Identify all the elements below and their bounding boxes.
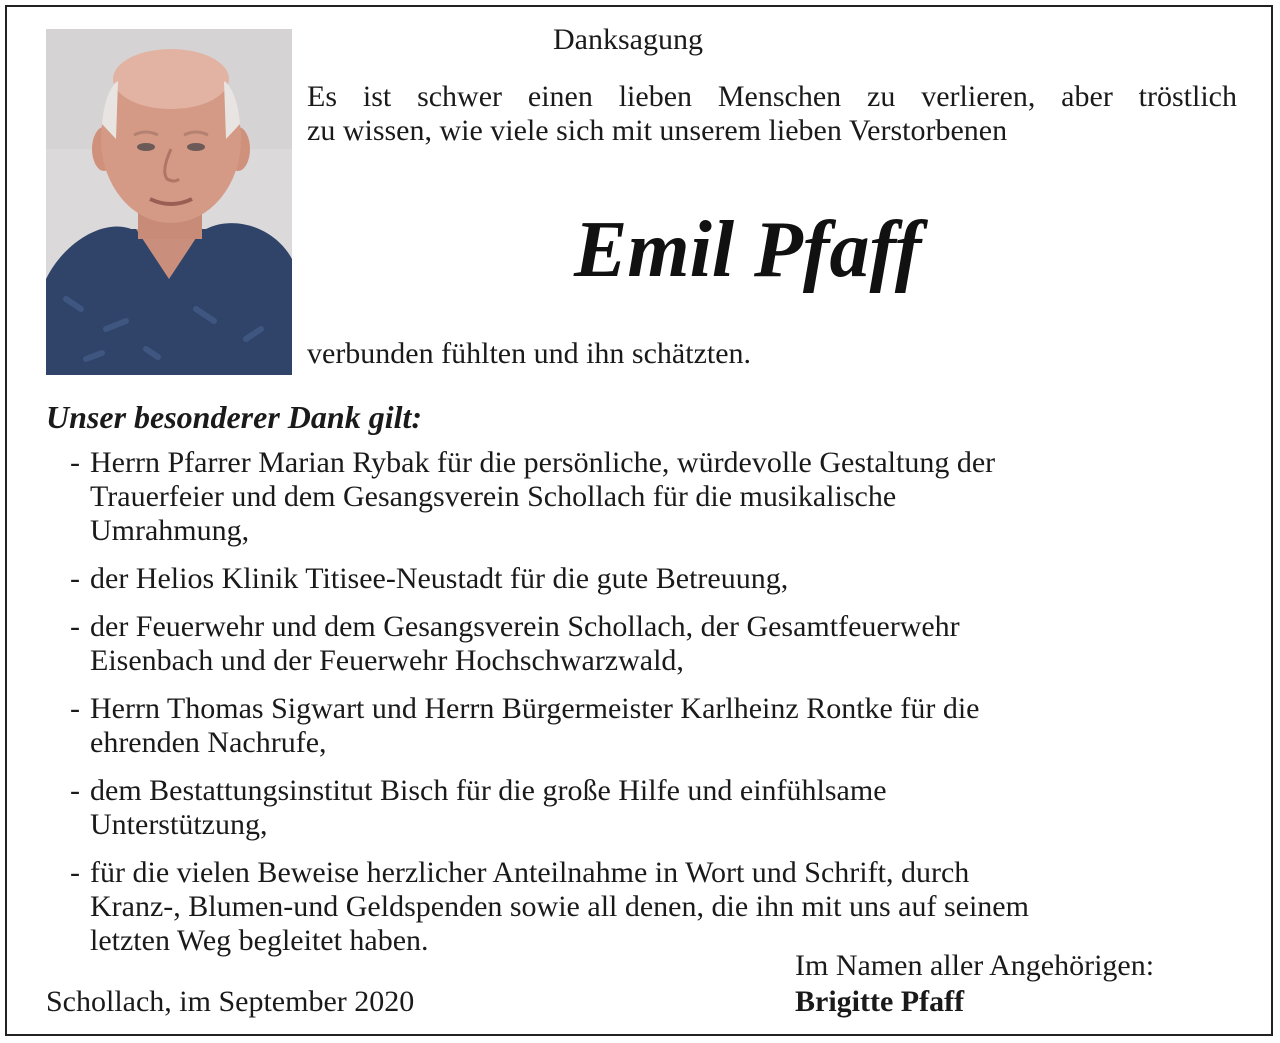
thanks-line: Unterstützung,: [90, 808, 268, 841]
thanks-item: [70, 562, 1210, 596]
list-dash: -: [70, 856, 80, 889]
portrait-photo: [46, 29, 292, 375]
thanks-title: Unser besonderer Dank gilt:: [46, 399, 423, 435]
thanks-line: der Feuerwehr und dem Gesangsverein Schollach, der Gesamtfeuerwehr: [90, 610, 960, 643]
thanks-item: [70, 610, 1210, 678]
deceased-name: Emil Pfaff: [574, 206, 922, 294]
list-dash: -: [70, 446, 80, 479]
list-dash: -: [70, 562, 80, 595]
thanks-line: dem Bestattungsinstitut Bisch für die große Hilfe und einfühlsame: [90, 774, 887, 807]
thanks-line: Trauerfeier und dem Gesangsverein Schollach für die musikalische: [90, 480, 897, 513]
family-label: Im Namen aller Angehörigen:: [795, 949, 1155, 982]
thanks-line: für die vielen Beweise herzlicher Anteilnahme in Wort und Schrift, durch: [90, 856, 970, 889]
thanks-item: [70, 774, 1210, 842]
thanks-item: [70, 692, 1210, 760]
connection-line: verbunden fühlten und ihn schätzten.: [307, 337, 752, 370]
place-date: Schollach, im September 2020: [46, 985, 415, 1018]
thanks-line: letzten Weg begleitet haben.: [90, 924, 429, 957]
thanks-line: ehrenden Nachrufe,: [90, 726, 327, 759]
thanks-line: Herrn Pfarrer Marian Rybak für die persönliche, würdevolle Gestaltung der: [90, 446, 996, 479]
thanks-list: [70, 446, 1210, 972]
intro-line: Es ist schwer einen lieben Menschen zu verlieren, aber tröstlich: [307, 80, 1237, 113]
thanks-line: Herrn Thomas Sigwart und Herrn Bürgermeister Karlheinz Rontke für die: [90, 692, 980, 725]
thanks-line: der Helios Klinik Titisee-Neustadt für die gute Betreuung,: [90, 562, 789, 595]
thanks-item: [70, 856, 1210, 958]
family-name: Brigitte Pfaff: [795, 985, 965, 1018]
list-dash: -: [70, 610, 80, 643]
list-dash: -: [70, 692, 80, 725]
thanks-item: [70, 446, 1210, 548]
list-dash: -: [70, 774, 80, 807]
intro-text: [307, 80, 1237, 148]
thanks-line: Kranz-, Blumen-und Geldspenden sowie all denen, die ihn mit uns auf seinem: [90, 890, 1029, 923]
intro-line: zu wissen, wie viele sich mit unserem lieben Verstorbenen: [307, 114, 1008, 147]
heading: Danksagung: [553, 23, 703, 56]
thanks-line: Umrahmung,: [90, 514, 250, 547]
thanks-line: Eisenbach und der Feuerwehr Hochschwarzwald,: [90, 644, 684, 677]
